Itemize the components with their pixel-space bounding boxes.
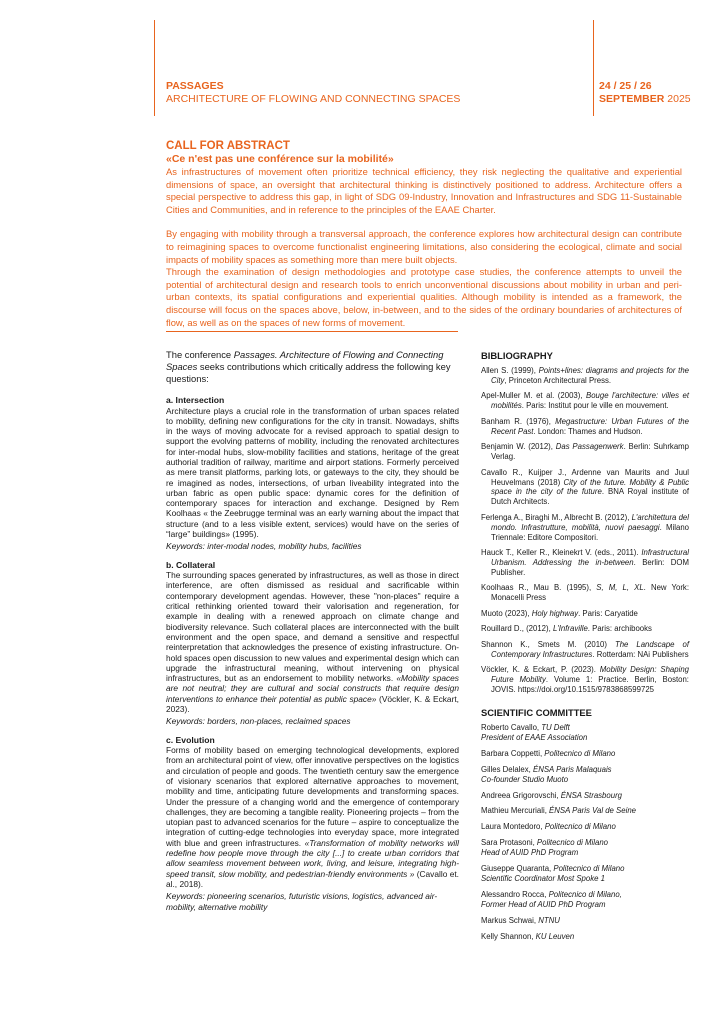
committee-heading: SCIENTIFIC COMMITTEE [481, 707, 592, 718]
committee-member: Andreea Grigorovschi, ÉNSA Strasbourg [481, 790, 622, 800]
committee-member: Gilles Delalex, ÉNSA Paris Malaquais Co-founder Studio Muoto [481, 764, 612, 784]
bibliography-entry: Benjamin W. (2012), Das Passagenwerk. Berlin: Suhrkamp Verlag. [481, 442, 689, 462]
section-evolution-keywords: Keywords: pioneering scenarios, futuristic visions, logistics, advanced air-mobility, alternative mobility [166, 891, 438, 912]
committee-member: Giuseppe Quaranta, Politecnico di Milano Scientific Coordinator Most Spoke 1 [481, 864, 625, 883]
right-vertical-rule [593, 20, 594, 116]
bibliography-entry: Allen S. (1999), Points+lines: diagrams and projects for the City, Princeton Architectural Press. [481, 366, 689, 385]
references-column [481, 350, 689, 948]
committee-member: Kelly Shannon, KU Leuven [481, 931, 575, 941]
bibliography-entry: Apel-Muller M. et al. (2003), Bouge l'architecture: villes et mobilités. Paris: Institut pour le ville en mouvement. [481, 391, 689, 411]
committee-member: Markus Schwai, NTNU [481, 915, 560, 925]
section-collateral-keywords: Keywords: borders, non-places, reclaimed spaces [166, 716, 351, 727]
event-title: PASSAGES [166, 80, 224, 92]
bibliography-entry: Koolhaas R., Mau B. (1995), S, M, L, XL. New York: Monacelli Press [481, 583, 689, 603]
key-questions-column [166, 349, 459, 916]
committee-member: Barbara Coppetti, Politecnico di Milano [481, 748, 616, 758]
call-paragraph-2: By engaging with mobility through a transversal approach, the conference explores how architectural design can contribute to reimagining spaces to overcome functionalist engineering limitations, also considering the ecological, climate and social impacts of mobility spaces as something more than mere built objects. [166, 228, 682, 265]
event-subtitle: ARCHITECTURE OF FLOWING AND CONNECTING SPACES [166, 93, 461, 105]
committee-member: Alessandro Rocca, Politecnico di Milano, Former Head of AUID PhD Program [481, 889, 622, 909]
event-days: 24 / 25 / 26 [599, 80, 652, 92]
intro-paragraph: The conference Passages. Architecture of Flowing and Connecting Spaces seeks contributions which critically address the following key questions: [166, 349, 451, 384]
section-evolution-body: Forms of mobility based on emerging technological developments, explored from an architectural point of view, offer innovative perspectives on the logistics and circulation of people and goods. The twentieth century saw the emergence of visionary scenarios that explored alternative approaches to movement, mobility and time, anticipating future developments and transforming spaces. Under the pressure of a changing world and the emergence of contemporary challenges, they are becoming a tangible reality. Pioneering projects – from the utopian past to advanced scenarios for the future – aspire to conceptualize the integration of cutting-edge technologies into everyday space, more integrated with blue and green infrastructures. «Transformation of mobility networks will redefine how people move through the city [...] to create urban corridors that allow seamless movement between work, living, and leisure, integrating high-speed transit, slow mobility, and pedestrian-friendly environments » (Cavallo et. al., 2018). [166, 745, 459, 889]
call-subheading: «Ce n'est pas une conférence sur la mobilité» [166, 153, 394, 165]
section-intersection-keywords: Keywords: inter-modal nodes, mobility hubs, facilities [166, 541, 362, 552]
call-paragraph-1: As infrastructures of movement often prioritize technical efficiency, they risk neglecting the qualitative and experiential dimensions of space, an oversight that architectural thinking is distinctively positioned to address. Architecture offers a special perspective to address this gap, in light of SDG 09-Industry, Innovation and Infrastructures and SDG 11-Sustainable Cities and Communities, and in reference to the principles of the EAAE Charter. [166, 166, 682, 215]
bibliography-list [481, 366, 689, 695]
section-divider [166, 331, 458, 332]
call-for-abstract [166, 139, 682, 329]
bibliography-entry: Hauck T., Keller R., Kleinekrt V. (eds., 2011). Infrastructural Urbanism. Addressing the in-between. Berlin: DOM Publisher. [481, 548, 689, 577]
bibliography-entry: Shannon K., Smets M. (2010) The Landscape of Contemporary Infrastructures. Rotterdam: NAi Publishers [481, 639, 689, 659]
section-intersection-title: a. Intersection [166, 395, 225, 405]
section-evolution-title: c. Evolution [166, 734, 215, 745]
committee-member: Sara Protasoni, Politecnico di Milano Head of AUID PhD Program [481, 838, 608, 858]
bibliography-heading: BIBLIOGRAPHY [481, 350, 553, 361]
bibliography-entry: Vöckler, K. & Eckart, P. (2023). Mobility Design: Shaping Future Mobility. Volume 1: Practice. Berlin, Boston: JOVIS. https://doi.org/10.1515/9783868599725 [481, 665, 689, 695]
left-vertical-rule [154, 20, 155, 116]
call-paragraph-3: Through the examination of design methodologies and prototype case studies, the conference attempts to unveil the potential of architectural design and research tools to enrich unconventional discussions about mobility in urban and peri-urban contexts, its spatial configurations and experiential qualities. Although mobility is intended as a framework, the discourse will focus on the spaces above, below, in-between, and to the sides of the ordinary boundaries of architectures of flow, as well as on the spaces of new forms of movement. [166, 266, 682, 328]
bibliography-entry: Muoto (2023), Holy highway. Paris: Caryatide [481, 608, 638, 618]
committee-member: Mathieu Mercuriali, ÉNSA Paris Val de Seine [481, 806, 636, 816]
committee-list [481, 723, 689, 942]
section-intersection-body: Architecture plays a crucial role in the transformation of urban spaces related to mobility, defining new configurations for the city in transit. Nowadays, shifts in the ways of moving advocate for a revised approach to spatial design to support the evolving patterns of mobility, including the renovated architectures for inter-modal hubs, slow-mobility facilities and stations, heritage of the great authorial tradition of railway, maritime and airport stations. Formerly perceived as mere transit platforms, parking lots, or gateways to the city, they should be re imagined as nodes, intersections, of urban liveability integrated into the urban fabric as open public space: dynamic cores for the definition of contemporary spaces for interaction and exchange. Designed by Rem Koolhaas « the Zeebrugge terminal was an early warning about the impact that structure (and to a less visible extent, services) would have on the series of “large” buildings» (1995). [166, 405, 459, 540]
bibliography-entry: Cavallo R., Kuijper J., Ardenne van Maurits and Juul Heuvelmans (2018) City of the future. Mobility & Public space in the city of the future. BNA Royal institute of Dutch Architects. [481, 467, 689, 507]
bibliography-entry: Rouillard D., (2012), L'Infraville. Paris: archibooks [481, 624, 652, 634]
event-title-block [166, 80, 460, 106]
committee-member: Roberto Cavallo, TU Delft President of EAAE Association [481, 723, 588, 742]
event-month-year: SEPTEMBER 2025 [599, 93, 691, 105]
bibliography-entry: Ferlenga A., Biraghi M., Albrecht B. (2012), L'architettura del mondo. Infrastrutture, mobilità, nuovi paesaggi. Milano Triennale: Editore Compositori. [481, 512, 689, 542]
section-collateral-body: The surrounding spaces generated by infrastructures, as well as those in direct interference, are often dismissed as residual and sacrificable within contemporary development agendas. However, these "non-places" require a critical rethinking oriented toward their valorisation and regeneration, for example in dealing with a renewed approach on climate change and biodiversity relevance. Such collateral places are interconnected with the built environment and the open space, and demand a sensitive and respectful reinterpretation that acknowledges the presence of existing infrastructure. On-hold spaces open discussion to new values and experimental design which can upgrade the infrastructural meaning, without intervening on physical infrastructures, but as an endorsement to mobility networks. «Mobility spaces are not neutral; they are cultural and social constructs that require design interventions to enhance their potential as public space» (Vöckler, K. & Eckart, 2023). [166, 570, 459, 715]
call-heading: CALL FOR ABSTRACT [166, 140, 290, 152]
committee-member: Laura Montedoro, Politecnico di Milano [481, 822, 616, 832]
bibliography-entry: Banham R. (1976), Megastructure: Urban Futures of the Recent Past. London: Thames and Hudson. [481, 416, 689, 436]
section-collateral-title: b. Collateral [166, 559, 216, 570]
event-dates-block [599, 80, 691, 106]
